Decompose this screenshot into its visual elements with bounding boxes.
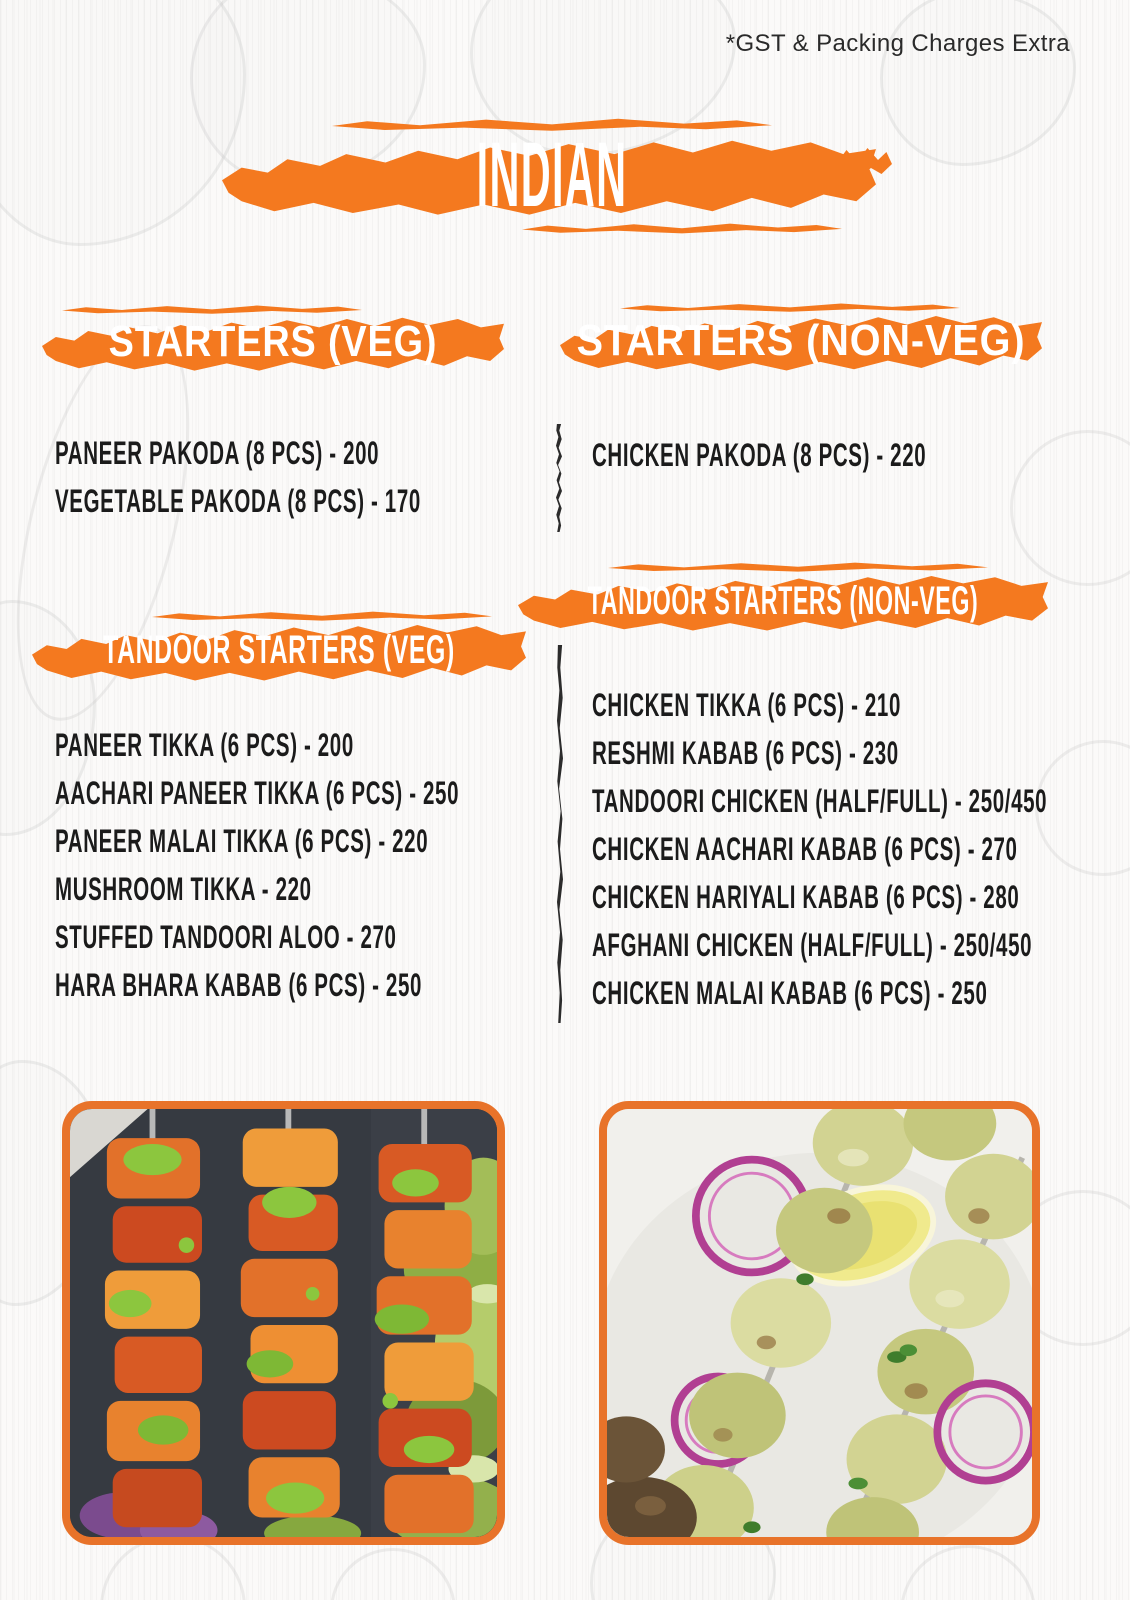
- section-header-tandoor-veg: [32, 608, 526, 692]
- photo-paneer-tikka: [62, 1101, 505, 1545]
- menu-item: CHICKEN MALAI KABAB (6 PCS) - 250: [592, 974, 988, 1011]
- menu-item: CHICKEN TIKKA (6 PCS) - 210: [592, 686, 901, 723]
- gst-note: *GST & Packing Charges Extra: [725, 30, 1070, 57]
- doodle-food-sketch: [880, 0, 1076, 166]
- menu-title: INDIAN: [476, 123, 628, 226]
- menu-item: AFGHANI CHICKEN (HALF/FULL) - 250/450: [592, 926, 1033, 963]
- menu-list-starters-nonveg: [592, 431, 1114, 479]
- menu-item: MUSHROOM TIKKA - 220: [55, 870, 312, 907]
- menu-item: TANDOORI CHICKEN (HALF/FULL) - 250/450: [592, 782, 1048, 819]
- menu-item: VEGETABLE PAKODA (8 PCS) - 170: [55, 482, 421, 519]
- doodle-lemon-sketch: [330, 1548, 456, 1600]
- menu-item: CHICKEN HARIYALI KABAB (6 PCS) - 280: [592, 878, 1020, 915]
- chicken-kabab-image: [607, 1109, 1032, 1537]
- section-title: TANDOOR STARTERS (VEG): [103, 627, 455, 672]
- menu-title-banner: [222, 112, 882, 238]
- section-header-tandoor-nonveg: [518, 560, 1048, 642]
- menu-item: RESHMI KABAB (6 PCS) - 230: [592, 734, 899, 771]
- section-title: STARTERS (NON-VEG): [576, 316, 1026, 365]
- section-header-starters-nonveg: [560, 301, 1042, 381]
- menu-item: PANEER PAKODA (8 PCS) - 200: [55, 434, 380, 471]
- menu-list-tandoor-nonveg: [592, 681, 1130, 1017]
- menu-item: HARA BHARA KABAB (6 PCS) - 250: [55, 966, 423, 1003]
- menu-item: PANEER MALAI TIKKA (6 PCS) - 220: [55, 822, 429, 859]
- menu-item: PANEER TIKKA (6 PCS) - 200: [55, 726, 354, 763]
- menu-item: AACHARI PANEER TIKKA (6 PCS) - 250: [55, 774, 460, 811]
- section-header-starters-veg: [42, 303, 504, 381]
- section-title: STARTERS (VEG): [108, 317, 438, 366]
- doodle-lemon-sketch: [900, 1545, 1036, 1600]
- menu-item: CHICKEN AACHARI KABAB (6 PCS) - 270: [592, 830, 1018, 867]
- photo-chicken-kabab: [599, 1101, 1040, 1545]
- section-title: TANDOOR STARTERS (NON-VEG): [587, 578, 979, 623]
- menu-item: STUFFED TANDOORI ALOO - 270: [55, 918, 397, 955]
- menu-list-starters-veg: [55, 429, 627, 525]
- menu-item: CHICKEN PAKODA (8 PCS) - 220: [592, 436, 927, 473]
- paneer-tikka-image: [70, 1109, 497, 1537]
